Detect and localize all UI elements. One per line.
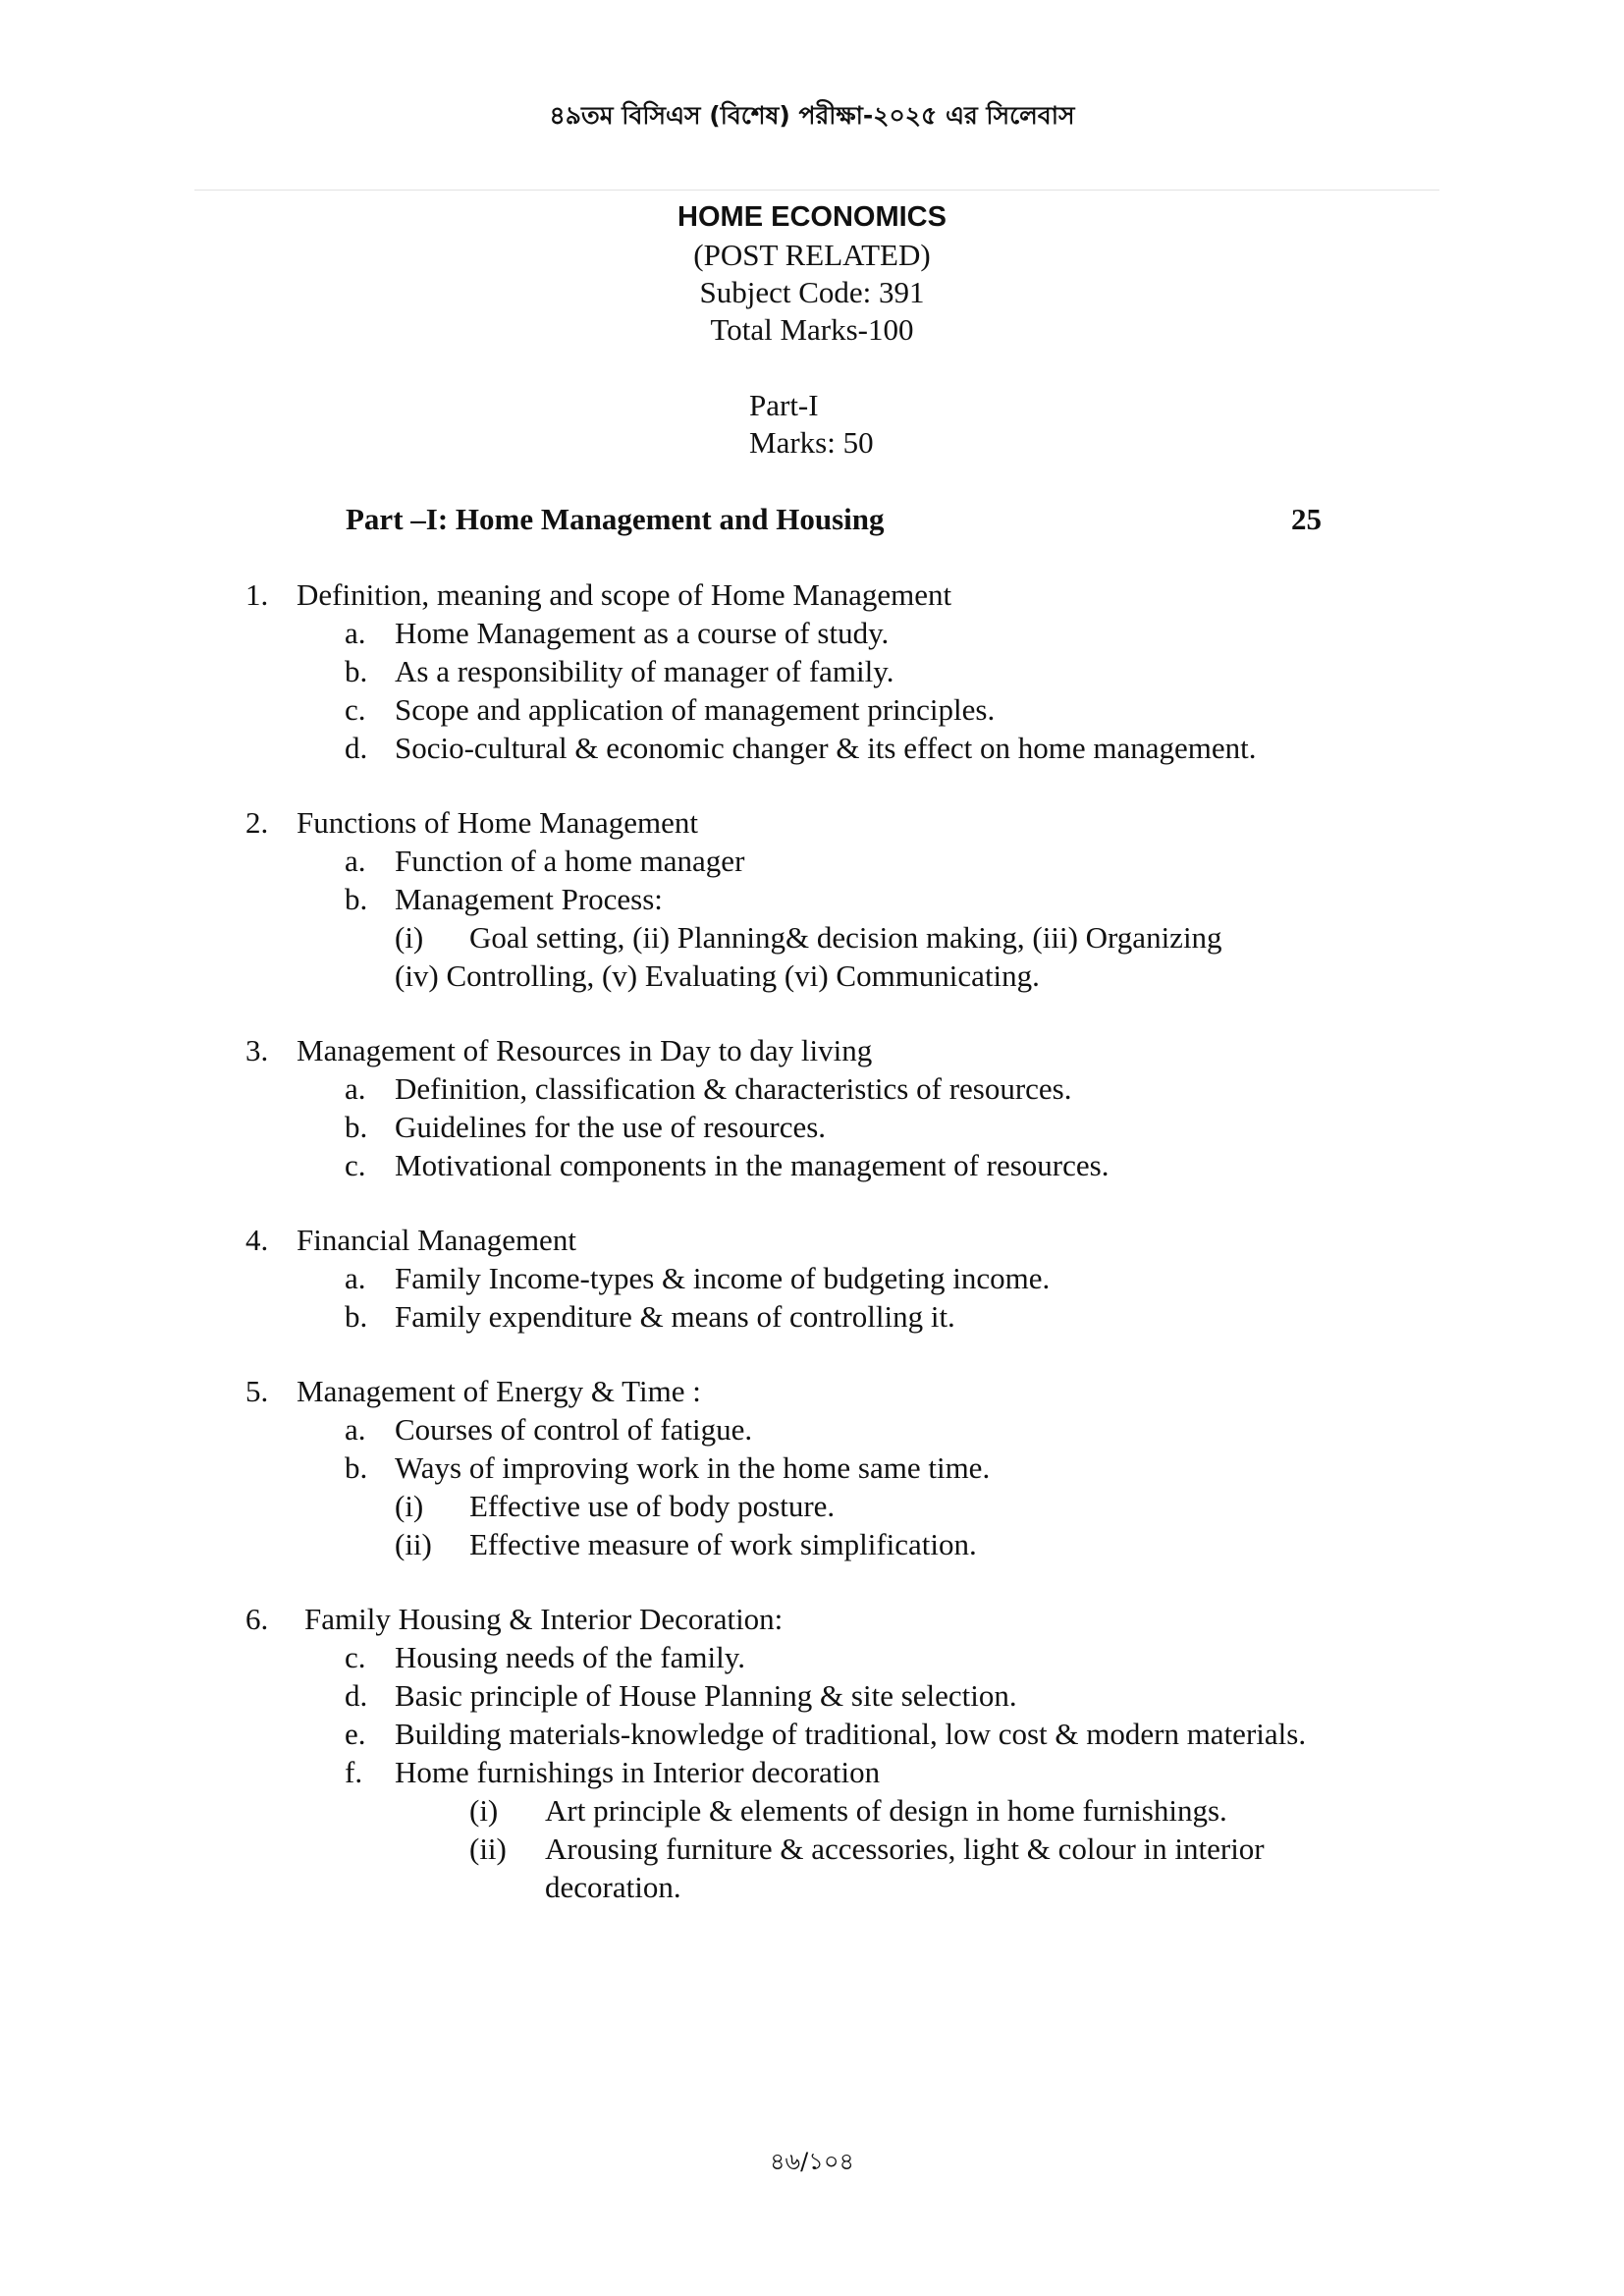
subsub-text: Arousing furniture & accessories, light & colour in interior <box>545 1831 1265 1866</box>
sub-text: Definition, classification & characteristics of resources. <box>395 1071 1072 1106</box>
sub-text: Guidelines for the use of resources. <box>395 1110 827 1144</box>
item-number: 3. <box>245 1033 269 1067</box>
sub-text: Building materials-knowledge of traditional, low cost & modern materials. <box>395 1717 1307 1751</box>
sub-letter: b. <box>345 1450 368 1485</box>
part-label: Part-I <box>749 388 819 422</box>
subject-type: (POST RELATED) <box>693 238 931 272</box>
sub-text: Socio-cultural & economic changer & its effect on home management. <box>395 731 1257 765</box>
sub-text: Family Income-types & income of budgeting income. <box>395 1261 1051 1295</box>
sub-text: Basic principle of House Planning & site selection. <box>395 1678 1017 1713</box>
sub-letter: b. <box>345 1110 368 1144</box>
item-title: Functions of Home Management <box>297 805 698 840</box>
subsub-numeral: (ii) <box>395 1527 432 1561</box>
sub-letter: d. <box>345 1678 368 1713</box>
section-title: Part –I: Home Management and Housing <box>346 502 885 536</box>
process-numeral: (i) <box>395 920 424 955</box>
item-title: Management of Resources in Day to day living <box>297 1033 873 1067</box>
sub-letter: b. <box>345 1299 368 1334</box>
sub-letter: b. <box>345 882 368 916</box>
subsub-text: Effective use of body posture. <box>469 1489 836 1523</box>
item-number: 5. <box>245 1374 269 1408</box>
sub-letter: c. <box>345 1148 366 1182</box>
sub-letter: c. <box>345 1640 366 1674</box>
sub-text: Management Process: <box>395 882 663 916</box>
subject-title: HOME ECONOMICS <box>677 201 947 233</box>
section-heading <box>346 501 1322 538</box>
sub-letter: c. <box>345 692 366 727</box>
sub-text: Home Management as a course of study. <box>395 616 890 650</box>
sub-text: Courses of control of fatigue. <box>395 1412 753 1447</box>
sub-letter: b. <box>345 654 368 688</box>
item-title: Definition, meaning and scope of Home Management <box>297 577 952 612</box>
sub-letter: a. <box>345 1071 366 1106</box>
item-number: 6. <box>245 1602 269 1636</box>
subsub-text: Art principle & elements of design in home furnishings. <box>545 1793 1227 1828</box>
subsub-numeral: (i) <box>469 1793 499 1828</box>
subsub-numeral: (i) <box>395 1489 424 1523</box>
sub-letter: f. <box>345 1755 363 1789</box>
part-marks: Marks: 50 <box>749 425 874 460</box>
subsub-text: Effective measure of work simplification. <box>469 1527 977 1561</box>
sub-letter: a. <box>345 1412 366 1447</box>
item-number: 1. <box>245 577 269 612</box>
process-text: Goal setting, (ii) Planning& decision making, (iii) Organizing <box>469 920 1222 955</box>
sub-text: Motivational components in the management of resources. <box>395 1148 1110 1182</box>
item-number: 4. <box>245 1223 269 1257</box>
sub-text: Home furnishings in Interior decoration <box>395 1755 881 1789</box>
sub-text: Function of a home manager <box>395 844 745 878</box>
item-title: Management of Energy & Time : <box>297 1374 701 1408</box>
sub-text: As a responsibility of manager of family. <box>395 654 894 688</box>
page-number: ৪৬/১০৪ <box>769 2148 855 2175</box>
total-marks: Total Marks-100 <box>710 312 914 347</box>
header-divider <box>194 190 1439 191</box>
sub-letter: a. <box>345 1261 366 1295</box>
sub-text: Housing needs of the family. <box>395 1640 745 1674</box>
sub-text: Family expenditure & means of controlling it. <box>395 1299 955 1334</box>
subsub-numeral: (ii) <box>469 1831 507 1866</box>
sub-letter: e. <box>345 1717 366 1751</box>
item-title: Financial Management <box>297 1223 576 1257</box>
item-number: 2. <box>245 805 269 840</box>
subsub-text: decoration. <box>545 1870 681 1904</box>
sub-letter: d. <box>345 731 368 765</box>
page-header: ৪৯তম বিসিএস (বিশেষ) পরীক্ষা-২০২৫ এর সিলেবাস <box>549 101 1075 130</box>
sub-text: Scope and application of management principles. <box>395 692 996 727</box>
section-marks: 25 <box>1291 502 1322 536</box>
sub-letter: a. <box>345 844 366 878</box>
subject-code: Subject Code: 391 <box>699 275 925 309</box>
item-title: Family Housing & Interior Decoration: <box>304 1602 784 1636</box>
sub-text: Ways of improving work in the home same time. <box>395 1450 991 1485</box>
process-text: (iv) Controlling, (v) Evaluating (vi) Communicating. <box>395 958 1040 993</box>
sub-letter: a. <box>345 616 366 650</box>
